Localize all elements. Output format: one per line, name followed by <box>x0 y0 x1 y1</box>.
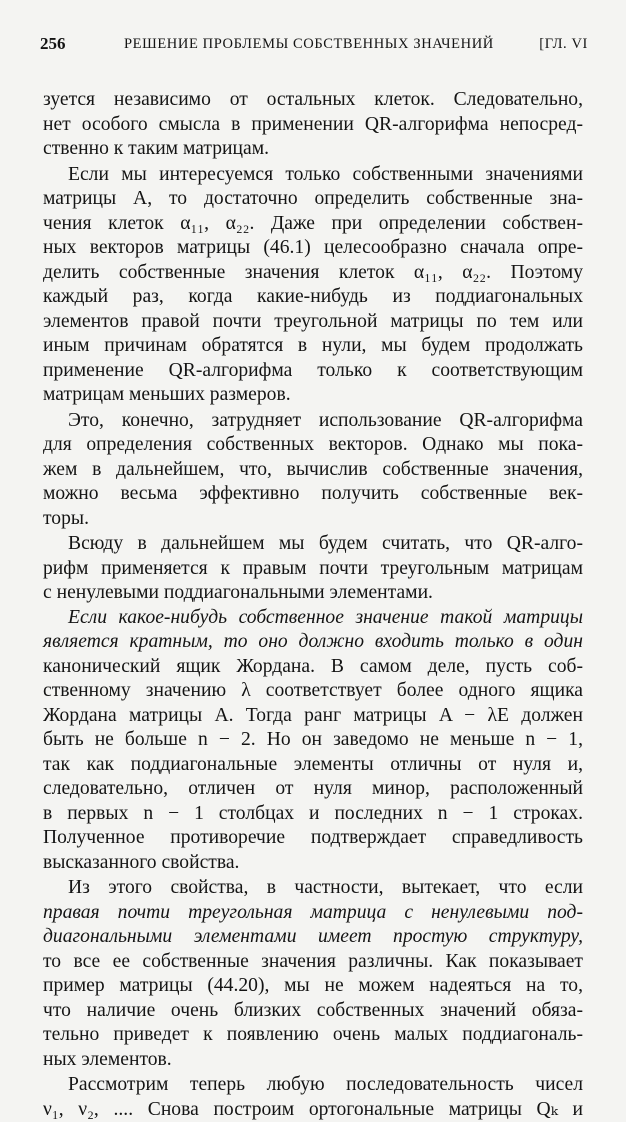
chapter-label: [ГЛ. VI <box>539 36 588 53</box>
text-line: ных векторов матрицы (46.1) целесообразно сначала опре- <box>43 236 583 261</box>
text-line: ственному значению λ соответствует более одного ящика <box>43 679 583 704</box>
text-line: Это, конечно, затрудняет использование QR-алгорифма <box>43 409 583 434</box>
text-line: делить собственные значения клеток α₁₁, α₂₂. Поэтому <box>43 261 583 286</box>
text-line: диагональными элементами имеет простую структуру, <box>43 925 583 950</box>
text-line: Рассмотрим теперь любую последовательность чисел <box>43 1073 583 1098</box>
text-line: Если мы интересуемся только собственными значениями <box>43 163 583 188</box>
text-line: то все ее собственные значения различны. Как показывает <box>43 950 583 975</box>
text-line: Всюду в дальнейшем мы будем считать, что QR-алго- <box>43 532 583 557</box>
running-header <box>40 34 588 60</box>
text-line: элементов правой почти треугольной матрицы по тем или <box>43 310 583 335</box>
text-line: правая почти треугольная матрица с ненулевыми под- <box>43 901 583 926</box>
text-line: высказанного свойства. <box>43 851 583 876</box>
paragraph <box>43 606 583 876</box>
text-line: тельно приведет к появлению очень малых поддиагональ- <box>43 1023 583 1048</box>
text-line: является кратным, то оно должно входить только в один <box>43 630 583 655</box>
text-line: ственно к таким матрицам. <box>43 137 583 162</box>
text-line: быть не больше n − 2. Но он заведомо не меньше n − 1, <box>43 728 583 753</box>
running-title: РЕШЕНИЕ ПРОБЛЕМЫ СОБСТВЕННЫХ ЗНАЧЕНИЙ <box>124 36 494 53</box>
paragraph <box>43 88 583 162</box>
text-line: Жордана матрицы A. Тогда ранг матрицы A − λE должен <box>43 704 583 729</box>
text-line: нет особого смысла в применении QR-алгорифма непосред- <box>43 113 583 138</box>
text-line: так как поддиагональные элементы отличны от нуля и, <box>43 753 583 778</box>
text-line: ν₁, ν₂, .... Снова построим ортогональные матрицы Qₖ и <box>43 1098 583 1122</box>
text-line: применение QR-алгорифма только к соответствующим <box>43 359 583 384</box>
text-line: матрицам меньших размеров. <box>43 383 583 408</box>
text-line: в первых n − 1 столбцах и последних n − 1 строках. <box>43 802 583 827</box>
text-line: рифм применяется к правым почти треугольным матрицам <box>43 557 583 582</box>
paragraph <box>43 876 583 1072</box>
text-line: иным причинам обратятся в нули, мы будем продолжать <box>43 334 583 359</box>
text-line: жем в дальнейшем, что, вычислив собственные значения, <box>43 458 583 483</box>
text-line: с ненулевыми поддиагональными элементами. <box>43 581 583 606</box>
text-line: Если какое-нибудь собственное значение такой матрицы <box>43 606 583 631</box>
text-line: можно весьма эффективно получить собственные век- <box>43 482 583 507</box>
text-line: пример матрицы (44.20), мы не можем надеяться на то, <box>43 974 583 999</box>
paragraph <box>43 409 583 532</box>
text-line: ных элементов. <box>43 1048 583 1073</box>
text-line: Из этого свойства, в частности, вытекает, что если <box>43 876 583 901</box>
paragraph <box>43 163 583 408</box>
text-line: каждый раз, когда какие-нибудь из поддиагональных <box>43 285 583 310</box>
text-line: канонический ящик Жордана. В самом деле, пусть соб- <box>43 655 583 680</box>
text-line: Полученное противоречие подтверждает справедливость <box>43 826 583 851</box>
text-line: зуется независимо от остальных клеток. Следовательно, <box>43 88 583 113</box>
text-line: следовательно, отличен от нуля минор, расположенный <box>43 777 583 802</box>
text-line: матрицы A, то достаточно определить собственные зна- <box>43 187 583 212</box>
body-text <box>43 88 583 1122</box>
text-line: чения клеток α₁₁, α₂₂. Даже при определении собствен- <box>43 212 583 237</box>
text-line: что наличие очень близких собственных значений обяза- <box>43 999 583 1024</box>
paragraph <box>43 1073 583 1122</box>
paragraph <box>43 532 583 606</box>
text-line: торы. <box>43 507 583 532</box>
page-number: 256 <box>40 34 66 54</box>
text-line: для определения собственных векторов. Однако мы пока- <box>43 433 583 458</box>
